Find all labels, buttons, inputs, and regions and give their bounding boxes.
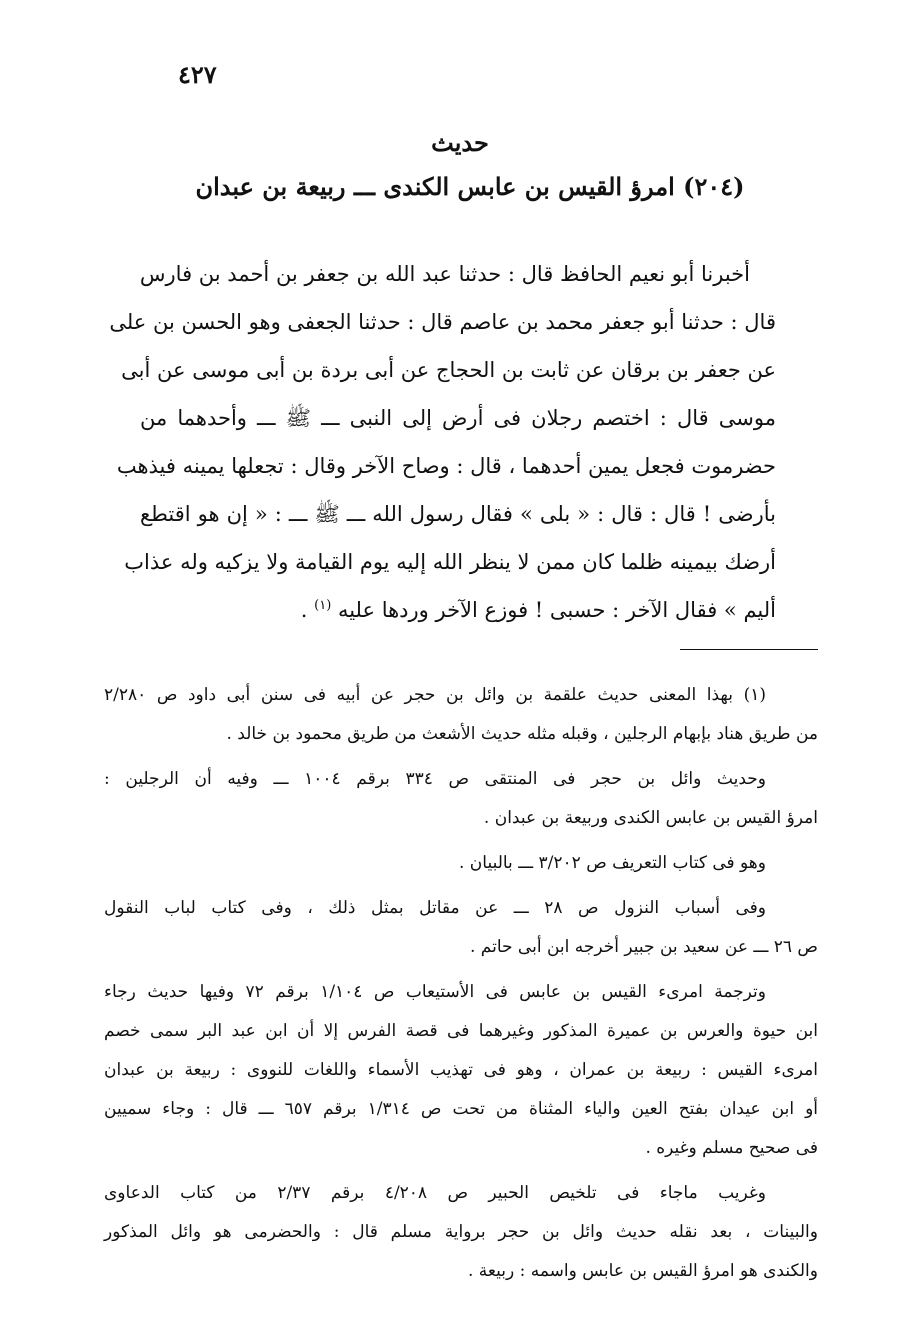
footnote-line: فى صحيح مسلم وغيره . [645,1138,818,1158]
footnote-line: ص ٢٦ ـــ عن سعيد بن جبير أخرجه ابن أبى حاتم . [469,937,818,957]
footnote-line: امرىء القيس : ربيعة بن عمران ، وهو فى تهذيب الأسماء واللغات للنووى : ربيعة بن عبدان [104,1060,818,1080]
footnote-separator [680,649,818,650]
footnote-line: (١) بهذا المعنى حديث علقمة بن وائل بن حجر عن أبيه فى سنن أبى داود ص ٢/٢٨٠ [104,685,766,705]
footnote-reference: (١) [314,598,332,613]
footnote-line: والكندى هو امرؤ القيس بن عابس واسمه : ربيعة . [467,1261,818,1281]
body-line-text: أليم » فقال الآخر : حسبى ! فوزع الآخر وردها عليه [337,598,776,622]
footnotes [104,676,818,1291]
body-line: أرضك بيمينه ظلما كان ممن لا ينظر الله إليه يوم القيامة ولا يزكيه وله عذاب [124,550,776,574]
footnote-line: امرؤ القيس بن عابس الكندى وربيعة بن عبدان . [483,808,818,828]
section-heading: حديث [431,128,489,157]
hadith-body [109,250,776,634]
body-line: أخبرنا أبو نعيم الحافظ قال : حدثنا عبد الله بن جعفر بن أحمد بن فارس [139,262,750,286]
body-end-punctuation: . [300,598,315,622]
body-line: موسى قال : اختصم رجلان فى أرض إلى النبى ـــ ﷺ ـــ وأحدهما من [140,406,776,430]
body-line: حضرموت فجعل يمين أحدهما ، قال : وصاح الآخر وقال : تجعلها يمينه فيذهب [116,454,776,478]
body-line: قال : حدثنا أبو جعفر محمد بن عاصم قال : حدثنا الجعفى وهو الحسن بن على [109,310,776,334]
footnote-line: ابن حيوة والعرس بن عميرة المذكور وغيرهما فى قصة الفرس إلا أن ابن عبد البر سمى خصم [104,1021,818,1041]
footnote-line: وترجمة امرىء القيس بن عابس فى الأستيعاب ص ١/١٠٤ برقم ٧٢ وفيها حديث رجاء [104,982,766,1002]
body-line: عن جعفر بن برقان عن ثابت بن الحجاج عن أبى بردة بن أبى موسى عن أبى [121,358,776,382]
hadith-title: (٢٠٤) امرؤ القيس بن عابس الكندى ـــ ربيعة بن عبدان [195,172,745,201]
body-last-line [140,586,776,634]
page-number: ٤٢٧ [178,60,217,89]
footnote-line: وفى أسباب النزول ص ٢٨ ـــ عن مقاتل بمثل ذلك ، وفى كتاب لباب النقول [104,898,766,918]
footnote-line: وغريب ماجاء فى تلخيص الحبير ص ٤/٢٠٨ برقم ٢/٣٧ من كتاب الدعاوى [104,1183,767,1203]
footnote-line: والبينات ، بعد نقله حديث وائل بن حجر برواية مسلم قال : والحضرمى هو وائل المذكور [104,1222,818,1242]
footnote-line: من طريق هناد بإبهام الرجلين ، وقبله مثله حديث الأشعث من طريق محمود بن خالد . [226,724,818,744]
footnote-line: وحديث وائل بن حجر فى المنتقى ص ٣٣٤ برقم ١٠٠٤ ـــ وفيه أن الرجلين : [104,769,766,789]
footnote-line: أو ابن عيدان بفتح العين والياء المثناة من تحت ص ١/٣١٤ برقم ٦٥٧ ـــ قال : وجاء سميين [104,1099,818,1119]
body-line: بأرضى ! قال : قال : « بلى » فقال رسول الله ـــ ﷺ ـــ : « إن هو اقتطع [140,502,776,526]
footnote-line: وهو فى كتاب التعريف ص ٣/٢٠٢ ـــ بالبيان . [458,853,766,873]
